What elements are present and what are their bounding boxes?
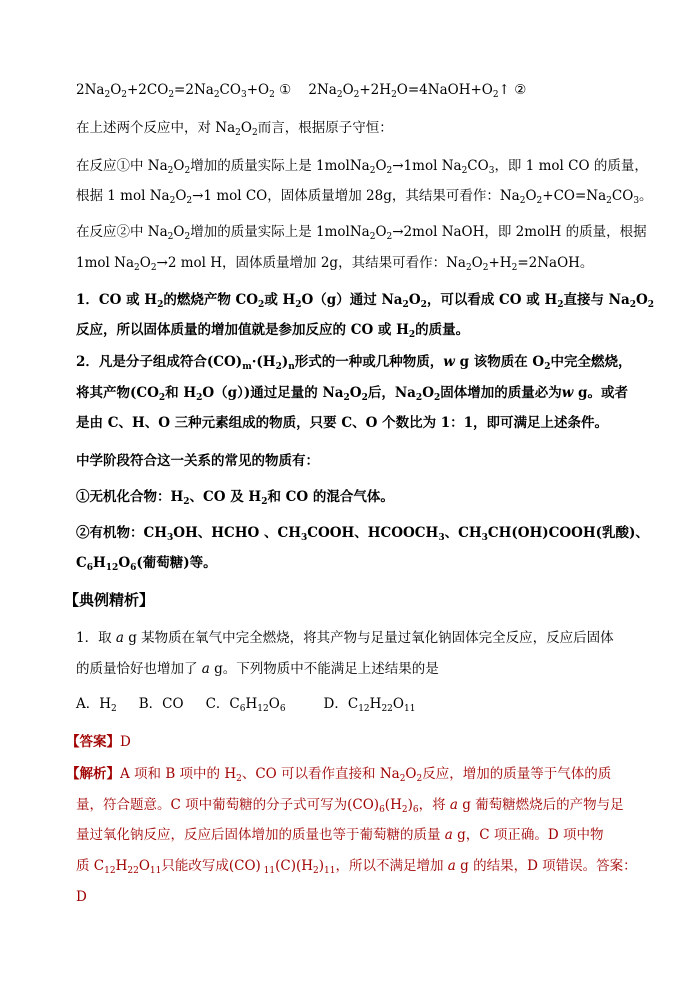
- reaction1-line1: 在反应①中 $Na_2O_2$增加的质量实际上是 $1molNa_2O_2\to 1mol$ $Na_2CO_3$，即 1 mol CO 的质量，: [76, 158, 648, 176]
- inorganic-compounds: ①无机化合物：$H_2$、CO 及 $H_2$和 CO 的混合气体。: [76, 489, 394, 507]
- common-substances-intro: 中学阶段符合这一关系的常见的物质有：: [76, 453, 319, 469]
- organic-compounds-line2: $C_6H_{12}O_6$(葡萄糖)等。: [76, 555, 217, 573]
- point2-line2: 将其产物($CO_2$和 $H_2O(g)$)通过足量的 $Na_2O_2$后，$Na_2O_2$固体增加的质量必为w g。或者: [76, 385, 628, 403]
- intro-line: 在上述两个反应中，对 $Na_2O_2$而言，根据原子守恒：: [76, 120, 393, 138]
- reaction-equations: $2Na_2O_2+2CO_2=2Na_2CO_3+O_2$ ① $2Na_2O_2+2H_2O=4NaOH+O_2↑$ ②: [76, 82, 527, 100]
- organic-compounds-line1: ②有机物：$CH_3OH$、HCHO 、$CH_3COOH$、$HCOOCH_3$、$CH_3CH(OH)COOH$(乳酸)、: [76, 525, 649, 543]
- point2-line1: 2．凡是分子组成符合$(CO)_m\cdot(H_2)_n$形式的一种或几种物质，w g 该物质在 $O_2$中完全燃烧，: [76, 354, 632, 372]
- question-line1: 1．取 a g 某物质在氧气中完全燃烧，将其产物与足量过氧化钠固体完全反应，反应后固体: [76, 630, 614, 646]
- option-c: C．$C_6H_{12}O_6$: [205, 696, 286, 714]
- explanation-line2: 量，符合题意。C 项中葡萄糖的分子式可写为$(CO)_6(H_2)_6$，将 a g 葡萄糖燃烧后的产物与足: [76, 797, 624, 815]
- reaction2-line2: 1mol $Na_2O_2\to 2$ mol H，固体质量增加 2g，其结果可看作：$Na_2O_2+H_2=2NaOH$。: [76, 255, 594, 273]
- point1-line1: 1．CO 或 $H_2$的燃烧产物 $CO_2$或 $H_2O(g)$通过 $Na_2O_2$，可以看成 CO 或 $H_2$直接与 $Na_2O_2$: [76, 292, 655, 310]
- option-b: B．CO: [138, 696, 184, 712]
- point2-line3: 是由 C、H、O 三种元素组成的物质，只要 C、O 个数比为 1：1，即可满足上述条件。: [76, 415, 609, 431]
- option-a: A．$H_2$: [76, 696, 117, 714]
- reaction1-line2: 根据 1 mol $Na_2O_2\to 1$ mol CO，固体质量增加 28g，其结果可看作：$Na_2O_2+CO=Na_2CO_3$。: [76, 188, 653, 206]
- reaction2-line1: 在反应②中 $Na_2O_2$增加的质量实际上是 $1molNa_2O_2\to 2mol$ NaOH，即 2molH 的质量，根据: [76, 224, 647, 242]
- answer-value: D: [120, 734, 131, 750]
- explanation-line4: 质 $C_{12}H_{22}O_{11}$只能改写成(CO) $_{11}(C)(H_2)_{11}$，所以不满足增加 a g 的结果，D 项错误。答案：: [76, 858, 637, 876]
- point1-line2: 反应，所以固体质量的增加值就是参加反应的 CO 或 $H_2$的质量。: [76, 322, 470, 340]
- option-d: D．$C_{12}H_{22}O_{11}$: [323, 696, 416, 714]
- answer-options: [76, 694, 415, 714]
- question-line2: 的质量恰好也增加了 a g。下列物质中不能满足上述结果的是: [76, 661, 439, 677]
- explanation-line5: D: [76, 889, 87, 905]
- section-heading: 【典例精析】: [64, 591, 155, 609]
- explanation-line3: 量过氧化钠反应，反应后固体增加的质量也等于葡萄糖的质量 a g，C 项正确。D 项中物: [76, 827, 604, 843]
- answer-line: 【答案】D: [66, 734, 131, 750]
- explanation-line1: 【解析】A 项和 B 项中的 $H_2$、CO 可以看作直接和 $Na_2O_2$反应，增加的质量等于气体的质: [66, 766, 612, 784]
